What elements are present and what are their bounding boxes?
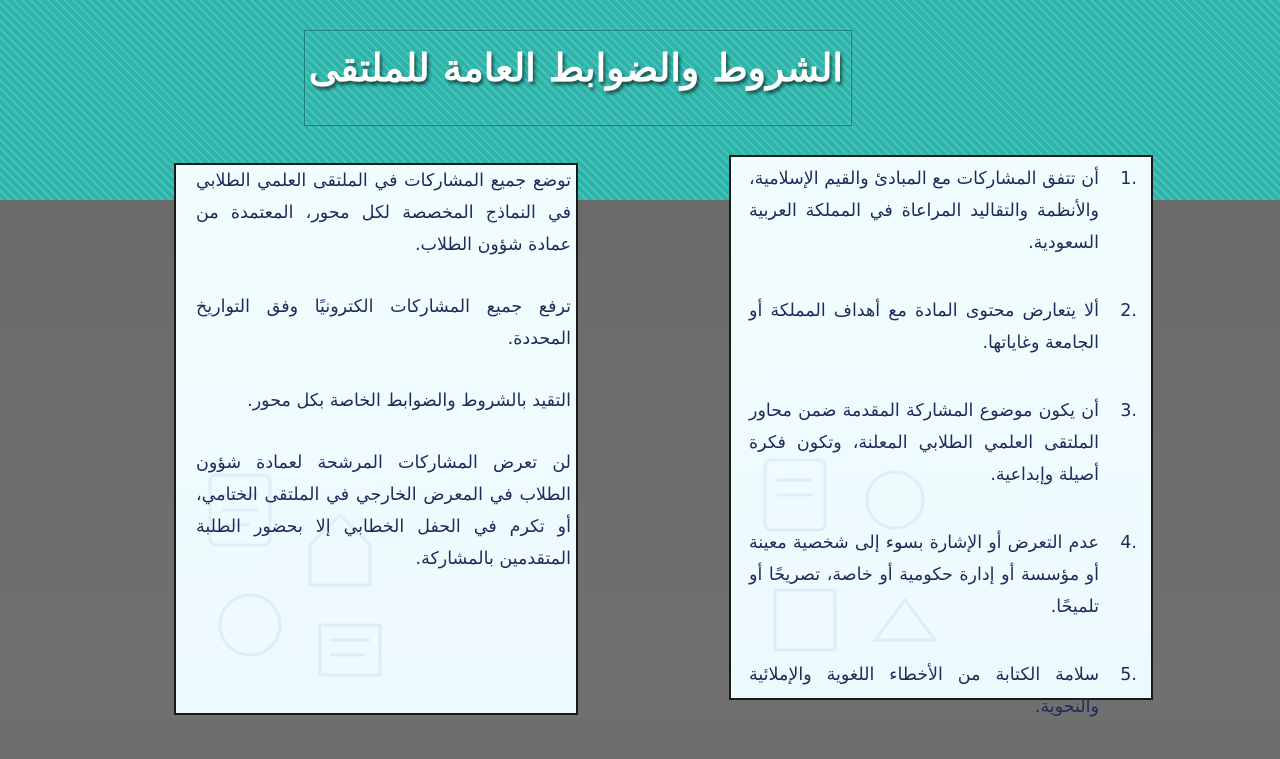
- title-frame: [304, 30, 852, 126]
- list-item: [749, 163, 1137, 259]
- item-number: 1.: [1120, 169, 1137, 189]
- list-item: [749, 527, 1137, 623]
- numbered-rules-panel: [729, 155, 1153, 717]
- item-text: سلامة الكتابة من الأخطاء اللغوية والإملائية والنحوية.: [749, 665, 1099, 717]
- general-rules-text: [196, 165, 571, 605]
- item-number: 5.: [1120, 665, 1137, 685]
- rule-paragraph: توضع جميع المشاركات في الملتقى العلمي الطلابي في النماذج المخصصة لكل محور، المعتمدة من عمادة شؤون الطلاب.: [196, 171, 571, 255]
- rule-paragraph: لن تعرض المشاركات المرشحة لعمادة شؤون الطلاب في المعرض الخارجي في الملتقى الختامي، أو تكرم في الحفل الخطابي إلا بحضور الطلبة المتقدمين بالمشاركة.: [196, 453, 571, 569]
- numbered-rules-list: [749, 163, 1137, 759]
- item-text: أن تتفق المشاركات مع المبادئ والقيم الإسلامية، والأنظمة والتقاليد المراعاة في المملكة العربية السعودية.: [749, 169, 1099, 253]
- item-number: 4.: [1120, 533, 1137, 553]
- rule-paragraph: ترفع جميع المشاركات الكترونيًا وفق التواريخ المحددة.: [196, 297, 571, 349]
- list-item: [749, 659, 1137, 723]
- list-item: [749, 395, 1137, 491]
- general-rules-panel: [174, 163, 578, 715]
- page-title: الشروط والضوابط العامة للملتقى: [308, 45, 843, 90]
- item-text: ألا يتعارض محتوى المادة مع أهداف المملكة أو الجامعة وغاياتها.: [749, 301, 1099, 353]
- item-number: 2.: [1120, 301, 1137, 321]
- list-item: [749, 295, 1137, 359]
- item-number: 3.: [1120, 401, 1137, 421]
- item-text: عدم التعرض أو الإشارة بسوء إلى شخصية معينة أو مؤسسة أو إدارة حكومية أو خاصة، تصريحًا أو تلميحًا.: [749, 533, 1099, 617]
- item-text: أن يكون موضوع المشاركة المقدمة ضمن محاور الملتقى العلمي الطلابي المعلنة، وتكون فكرة أصيلة وإبداعية.: [749, 401, 1099, 485]
- rule-paragraph: التقيد بالشروط والضوابط الخاصة بكل محور.: [247, 391, 571, 411]
